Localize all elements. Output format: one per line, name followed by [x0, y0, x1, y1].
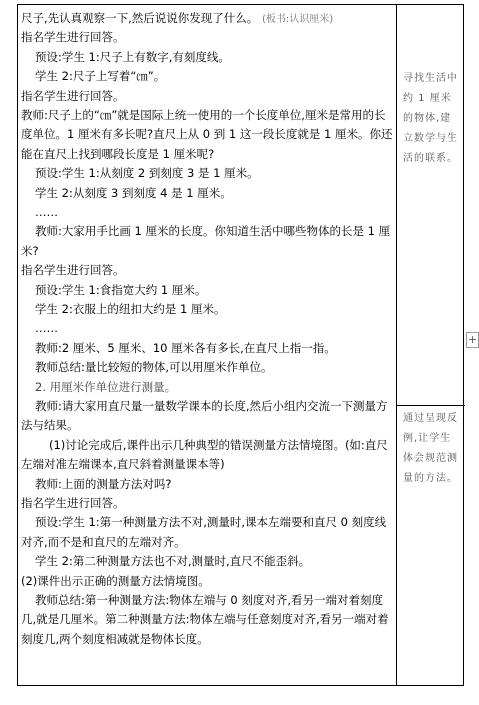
paragraph: 教师:请大家用直尺量一量数学课本的长度,然后小组内交流一下测量方法与结果。	[21, 398, 388, 433]
paragraph: 指名学生进行回答。	[21, 30, 125, 45]
row-divider	[396, 405, 465, 406]
side-note-2: 通过呈现反例,让学生体会规范测量的方法。	[403, 413, 458, 484]
main-column	[21, 9, 393, 649]
ellipsis: ……	[35, 321, 58, 336]
paragraph: 学生 2:第二种测量方法也不对,测量时,直尺不能歪斜。	[35, 554, 311, 569]
board-note: (板书:认识厘米)	[261, 14, 334, 25]
paragraph: 指名学生进行回答。	[21, 88, 125, 103]
column-divider	[396, 5, 397, 685]
paragraph: 预设:学生 1:尺子上有数字,有刻度线。	[35, 49, 230, 64]
paragraph: 学生 2:衣服上的纽扣大约是 1 厘米。	[35, 301, 226, 316]
paragraph: 教师:大家用手比画 1 厘米的长度。你知道生活中哪些物体的长是 1 厘米?	[21, 224, 391, 258]
paragraph: 学生 2:尺子上写着“㎝”。	[35, 69, 166, 84]
lesson-table	[17, 4, 464, 686]
ellipsis: ……	[35, 204, 58, 219]
paragraph: 学生 2:从刻度 3 到刻度 4 是 1 厘米。	[35, 185, 232, 200]
paragraph: 预设:学生 1:食指宽大约 1 厘米。	[35, 282, 207, 297]
paragraph: 教师:2 厘米、5 厘米、10 厘米各有多长,在直尺上指一指。	[35, 340, 336, 355]
paragraph	[21, 9, 393, 28]
paragraph: (2)课件出示正确的测量方法情境图。	[21, 573, 210, 588]
paragraph: 教师总结:量比较短的物体,可以用厘米作单位。	[35, 360, 273, 375]
section-heading: 2. 用厘米作单位进行测量。	[35, 379, 177, 394]
paragraph: 预设:学生 1:从刻度 2 到刻度 3 是 1 厘米。	[35, 166, 259, 181]
text: 尺子,先认真观察一下,然后说说你发现了什么。	[21, 11, 259, 25]
paragraph: 指名学生进行回答。	[21, 263, 125, 278]
paragraph: 教师:上面的测量方法对吗?	[35, 476, 172, 491]
paragraph: 教师总结:第一种测量方法:物体左端与 0 刻度对齐,看另一端对着刻度几,就是几厘米。第二种测量方法:物体左端与任意刻度对齐,看另一端对着刻度几,两个刻度相减就是物体长度。	[21, 592, 389, 646]
paragraph: 教师:尺子上的“㎝”就是国际上统一使用的一个长度单位,厘米是常用的长度单位。1 厘米有多长呢?直尺上从 0 到 1 这一段长度就是 1 厘米。你还能在直尺上找到哪段长度是 1 厘米呢?	[21, 107, 393, 161]
paragraph: 预设:学生 1:第一种测量方法不对,测量时,课本左端要和直尺 0 刻度线对齐,而不是和直尺的左端对齐。	[21, 515, 387, 549]
plus-icon[interactable]: +	[467, 333, 478, 346]
paragraph: (1)讨论完成后,课件出示几种典型的错误测量方法情境图。(如:直尺左端对准左端课本,直尺斜着测量课本等)	[21, 437, 388, 472]
paragraph: 指名学生进行回答。	[21, 495, 125, 510]
side-note-1: 寻找生活中约 1 厘米的物体,建立数学与生活的联系。	[403, 73, 458, 164]
